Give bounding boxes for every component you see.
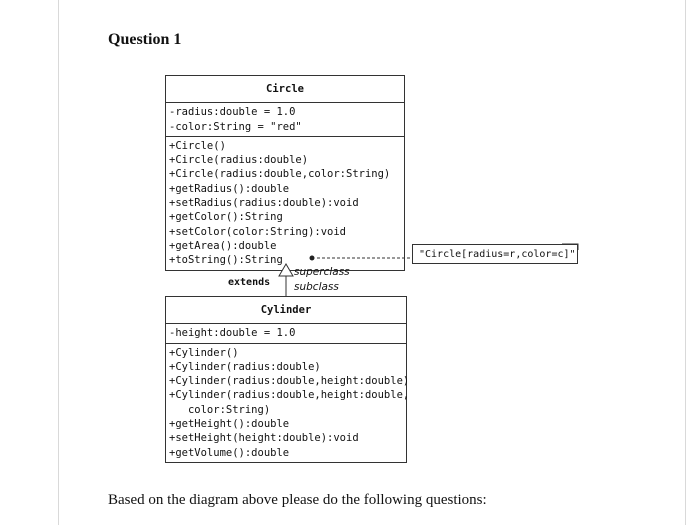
cylinder-method: +Cylinder() <box>169 346 239 359</box>
cylinder-method: +Cylinder(radius:double,height:double, <box>169 389 410 402</box>
extends-label: extends <box>228 277 271 288</box>
circle-method: +getColor():String <box>169 211 283 224</box>
circle-method: +Circle(radius:double,color:String) <box>169 168 391 181</box>
superclass-label: superclass <box>294 266 350 278</box>
circle-method: +setColor(color:String):void <box>169 225 347 238</box>
circle-class-name: Circle <box>166 76 404 103</box>
tostring-note: "Circle[radius=r,color=c]" <box>412 244 578 264</box>
cylinder-attributes <box>166 324 406 343</box>
circle-method: +getArea():double <box>169 239 277 252</box>
instructions-text: Based on the diagram above please do the following questions: <box>108 492 487 508</box>
cylinder-attribute: -height:double = 1.0 <box>169 327 296 340</box>
circle-method: +Circle(radius:double) <box>169 154 309 167</box>
cylinder-method: color:String) <box>169 403 271 416</box>
circle-method: +setRadius(radius:double):void <box>169 197 359 210</box>
cylinder-method: +Cylinder(radius:double,height:double) <box>169 375 410 388</box>
cylinder-methods <box>166 344 410 462</box>
circle-attribute: -radius:double = 1.0 <box>169 106 296 119</box>
cylinder-method: +Cylinder(radius:double) <box>169 360 321 373</box>
circle-method: +Circle() <box>169 139 226 152</box>
circle-attribute: -color:String = "red" <box>169 120 302 133</box>
cylinder-method: +getHeight():double <box>169 418 290 431</box>
cylinder-class-name: Cylinder <box>166 297 406 324</box>
note-anchor-dot <box>310 256 315 261</box>
circle-method: +getRadius():double <box>169 182 290 195</box>
cylinder-class-box <box>165 296 410 463</box>
subclass-label: subclass <box>294 281 339 293</box>
inheritance-arrowhead-icon <box>279 264 293 276</box>
cylinder-method: +setHeight(height:double):void <box>169 432 359 445</box>
cylinder-method: +getVolume():double <box>169 446 290 459</box>
question-heading: Question 1 <box>108 31 182 48</box>
circle-method-tostring: +toString():String <box>169 254 283 267</box>
